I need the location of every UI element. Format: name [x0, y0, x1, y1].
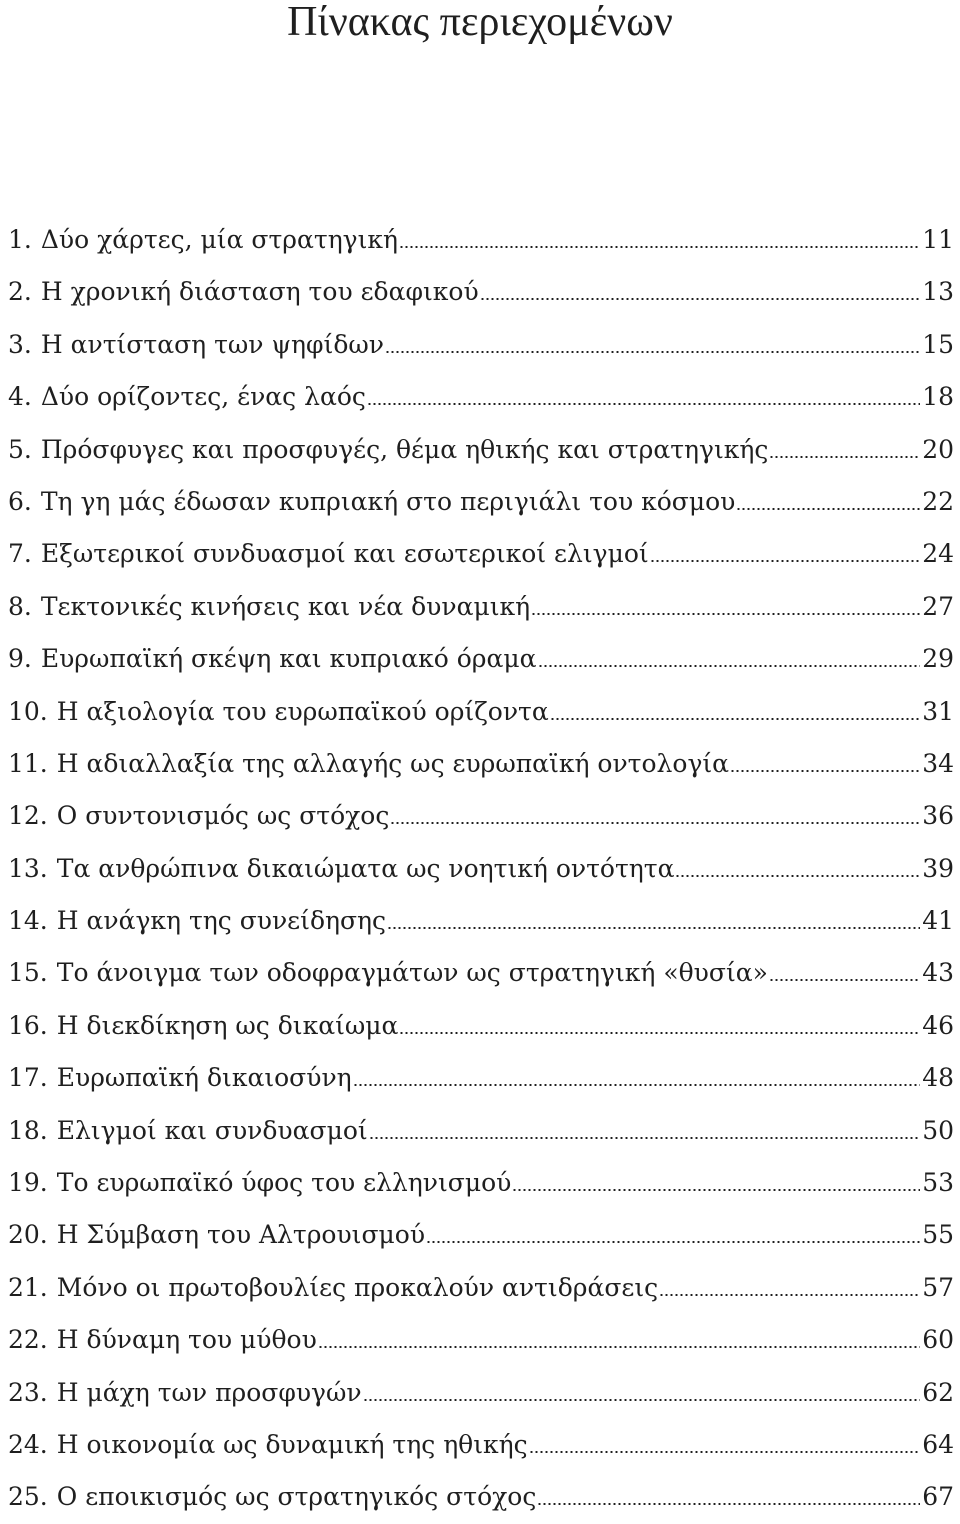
toc-entry-title: Ελιγμοί και συνδυασμοί [56, 1115, 368, 1145]
toc-entry-page-number: 20 [922, 434, 954, 464]
toc-entry-number: 11. [8, 748, 48, 778]
toc-entry-page-number: 50 [922, 1115, 954, 1145]
toc-entry-title: Ευρωπαϊκή δικαιοσύνη [56, 1063, 352, 1093]
toc-entry-page-number: 31 [922, 696, 954, 726]
dot-leader [538, 657, 921, 667]
toc-entry-number: 10. [8, 696, 48, 726]
toc-entry-number: 8. [8, 591, 32, 621]
toc-entry-page-number: 55 [922, 1220, 954, 1250]
toc-entry-title: Ο εποικισμός ως στρατηγικός στόχος [56, 1482, 537, 1512]
toc-entry-title: Η διεκδίκηση ως δικαίωμα [56, 1010, 399, 1040]
dot-leader [650, 552, 921, 562]
toc-entry-title: Δύο ορίζοντες, ένας λαός [40, 382, 366, 412]
toc-entry-number: 5. [8, 434, 32, 464]
toc-entry-title: Ευρωπαϊκή σκέψη και κυπριακό όραμα [40, 644, 537, 674]
toc-entry-page-number: 34 [922, 748, 954, 778]
toc-entry[interactable] [8, 581, 954, 633]
toc-entry-title: Η μάχη των προσφυγών [56, 1377, 362, 1407]
toc-entry-title: Η αδιαλλαξία της αλλαγής ως ευρωπαϊκή οντολογία [56, 748, 730, 778]
page-title: Πίνακας περιεχομένων [287, 0, 673, 45]
toc-entry[interactable] [8, 738, 954, 790]
toc-entry-page-number: 57 [922, 1272, 954, 1302]
toc-entry-title: Η χρονική διάσταση του εδαφικού [40, 277, 479, 307]
toc-entry-page-number: 13 [922, 277, 954, 307]
toc-entry[interactable] [8, 843, 954, 895]
dot-leader [390, 814, 920, 824]
toc-entry-number: 17. [8, 1063, 48, 1093]
dot-leader [387, 919, 920, 929]
dot-leader [769, 971, 920, 981]
toc-entry-page-number: 27 [922, 591, 954, 621]
dot-leader [550, 710, 920, 720]
toc-entry-number: 25. [8, 1482, 48, 1512]
toc-entry-number: 2. [8, 277, 32, 307]
dot-leader [399, 238, 920, 248]
toc-entry[interactable] [8, 424, 954, 476]
dot-leader [385, 343, 920, 353]
toc-entry-title: Η αξιολογία του ευρωπαϊκού ορίζοντα [56, 696, 549, 726]
toc-entry-page-number: 18 [922, 382, 954, 412]
toc-entry-title: Η οικονομία ως δυναμική της ηθικής [56, 1429, 528, 1459]
dot-leader [730, 762, 920, 772]
dot-leader [659, 1286, 920, 1296]
toc-entry-page-number: 15 [922, 329, 954, 359]
toc-entry-number: 23. [8, 1377, 48, 1407]
toc-entry[interactable] [8, 214, 954, 266]
toc-entry-page-number: 60 [922, 1325, 954, 1355]
dot-leader [769, 448, 920, 458]
toc-entry-title: Ο συντονισμός ως στόχος [56, 801, 390, 831]
toc-entry-number: 4. [8, 382, 32, 412]
toc-entry-title: Εξωτερικοί συνδυασμοί και εσωτερικοί ελιγμοί [40, 539, 649, 569]
dot-leader [399, 1024, 920, 1034]
toc-entry[interactable] [8, 371, 954, 423]
toc-entry[interactable] [8, 790, 954, 842]
toc-entry-number: 19. [8, 1168, 48, 1198]
toc-entry[interactable] [8, 1000, 954, 1052]
table-of-contents [8, 214, 954, 1524]
toc-entry-title: Δύο χάρτες, μία στρατηγική [40, 225, 399, 254]
toc-entry-number: 24. [8, 1429, 48, 1459]
toc-entry-title: Η Σύμβαση του Αλτρουισμού [56, 1220, 426, 1250]
toc-entry-page-number: 36 [922, 801, 954, 831]
toc-entry[interactable] [8, 1105, 954, 1157]
toc-entry-number: 9. [8, 644, 32, 674]
toc-entry[interactable] [8, 895, 954, 947]
dot-leader [363, 1391, 921, 1401]
toc-entry-page-number: 67 [922, 1482, 954, 1512]
dot-leader [512, 1181, 920, 1191]
toc-entry[interactable] [8, 947, 954, 999]
dot-leader [369, 1129, 921, 1139]
toc-entry-title: Τα ανθρώπινα δικαιώματα ως νοητική οντότητα [56, 853, 675, 883]
dot-leader [736, 500, 920, 510]
toc-entry-number: 3. [8, 329, 32, 359]
toc-entry[interactable] [8, 1209, 954, 1261]
dot-leader [531, 605, 920, 615]
toc-entry[interactable] [8, 686, 954, 738]
toc-entry[interactable] [8, 476, 954, 528]
toc-entry-number: 13. [8, 853, 48, 883]
toc-entry-title: Η ανάγκη της συνείδησης [56, 906, 387, 936]
toc-entry-number: 21. [8, 1272, 48, 1302]
dot-leader [675, 867, 920, 877]
toc-entry-title: Πρόσφυγες και προσφυγές, θέμα ηθικής και στρατηγικής [40, 434, 769, 464]
toc-entry-number: 16. [8, 1010, 48, 1040]
dot-leader [353, 1076, 921, 1086]
toc-entry-page-number: 53 [922, 1168, 954, 1198]
toc-entry-number: 14. [8, 906, 48, 936]
toc-entry-page-number: 39 [922, 853, 954, 883]
toc-entry-number: 18. [8, 1115, 48, 1145]
toc-entry-page-number: 24 [922, 539, 954, 569]
toc-entry[interactable] [8, 528, 954, 580]
toc-entry-number: 20. [8, 1220, 48, 1250]
dot-leader [480, 290, 921, 300]
toc-entry[interactable] [8, 266, 954, 318]
toc-entry-page-number: 29 [922, 644, 954, 674]
toc-entry-number: 22. [8, 1325, 48, 1355]
toc-entry[interactable] [8, 1157, 954, 1209]
toc-entry-title: Η δύναμη του μύθου [56, 1325, 317, 1355]
dot-leader [426, 1233, 920, 1243]
toc-entry[interactable] [8, 1419, 954, 1471]
toc-entry-page-number: 62 [922, 1377, 954, 1407]
toc-entry-title: Τεκτονικές κινήσεις και νέα δυναμική [40, 591, 531, 621]
toc-entry[interactable] [8, 1262, 954, 1314]
toc-entry[interactable] [8, 1367, 954, 1419]
toc-entry-title: Το άνοιγμα των οδοφραγμάτων ως στρατηγική «θυσία» [56, 958, 768, 988]
toc-entry-page-number: 11 [922, 225, 954, 254]
toc-entry[interactable] [8, 633, 954, 685]
toc-entry[interactable] [8, 319, 954, 371]
toc-entry-title: Το ευρωπαϊκό ύφος του ελληνισμού [56, 1168, 512, 1198]
toc-entry[interactable] [8, 1471, 954, 1523]
toc-entry-title: Τη γη μάς έδωσαν κυπριακή στο περιγιάλι του κόσμου [40, 486, 736, 516]
dot-leader [318, 1338, 920, 1348]
dot-leader [537, 1495, 920, 1505]
toc-entry-number: 6. [8, 486, 32, 516]
toc-entry-page-number: 64 [922, 1429, 954, 1459]
toc-entry-title: Η αντίσταση των ψηφίδων [40, 329, 384, 359]
toc-entry-page-number: 43 [922, 958, 954, 988]
toc-entry[interactable] [8, 1314, 954, 1366]
toc-entry-page-number: 22 [922, 486, 954, 516]
toc-entry-number: 1. [8, 225, 32, 254]
dot-leader [367, 395, 920, 405]
toc-entry[interactable] [8, 1052, 954, 1104]
toc-entry-number: 7. [8, 539, 32, 569]
toc-entry-page-number: 48 [922, 1063, 954, 1093]
toc-entry-page-number: 46 [922, 1010, 954, 1040]
toc-entry-number: 12. [8, 801, 48, 831]
toc-entry-number: 15. [8, 958, 48, 988]
dot-leader [529, 1443, 921, 1453]
toc-entry-title: Μόνο οι πρωτοβουλίες προκαλούν αντιδράσεις [56, 1272, 659, 1302]
toc-entry-page-number: 41 [922, 906, 954, 936]
